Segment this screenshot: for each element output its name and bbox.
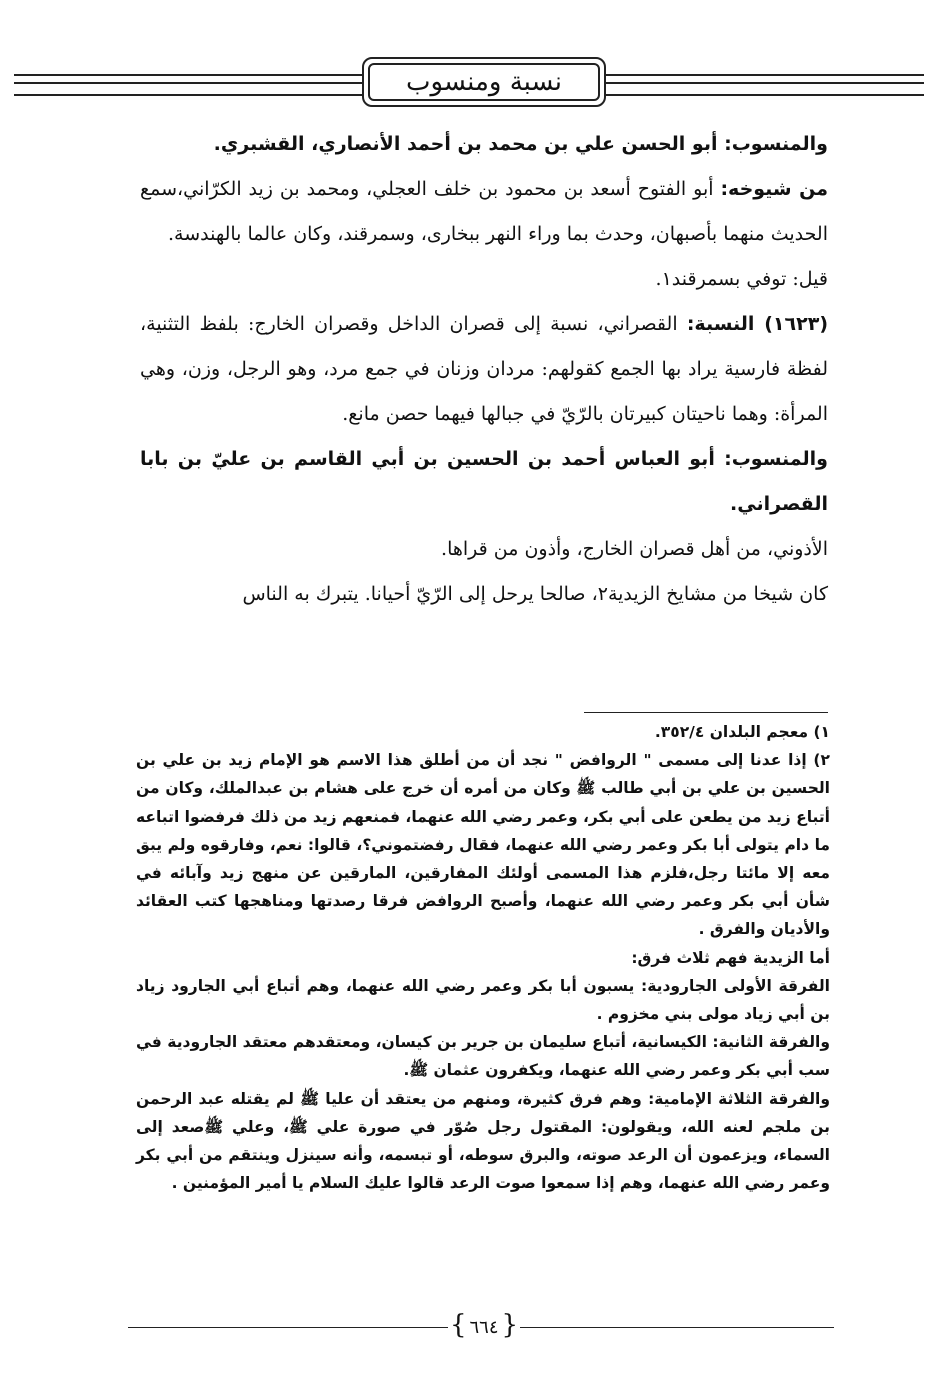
paragraph-text: أبو الفتوح أسعد بن محمود بن خلف العجلي، ومحمد بن زيد الكرّاني،سمع الحديث منهما بأصبهان، وحدث بما وراء النهر ببخارى، وسمرقند، وكان عالما بالهندسة.: [140, 178, 828, 245]
footnote-separator: [584, 712, 828, 713]
paragraph-nisba-1623: [140, 302, 828, 437]
page-number-rule-left: [128, 1327, 448, 1328]
paragraph-adhuni: [140, 527, 828, 572]
page-title: نسبة ومنسوب: [368, 63, 600, 101]
page-number: { ٦٦٤ }: [448, 1312, 520, 1342]
title-frame: [362, 57, 606, 107]
footnote-2-firqa-2: والفرقة الثانية: الكيسانية، أتباع سليمان بن جرير بن كيسان، ومعتقدهم معتقد الجارودية في سب أبي بكر وعمر رضي الله عنهما، ويكفرون عثمان ﷺ.: [136, 1033, 830, 1080]
page-number-rule-right: [520, 1327, 834, 1328]
paragraph-text: قيل: توفي بسمرقند١.: [655, 268, 828, 290]
paragraph-shaykh: [140, 572, 828, 617]
header-rule-left: [14, 74, 362, 96]
paragraph-text: القصراني، نسبة إلى قصران الداخل وقصران الخارج: بلفظ التثنية، لفظة فارسية يراد بها الجمع كقولهم: مردان وزنان في جمع مرد، وهو الرجل، وزن، وهي المرأة: وهما ناحيتان كبيرتان بالرّيّ في جبالها فيهما حصن مانع.: [140, 313, 828, 425]
footnote-2-firqa-3: والفرقة الثلاثة الإمامية: وهم فرق كثيرة، ومنهم من يعتقد أن عليا ﷺ لم يقتله عبد الرحمن بن ملجم لعنه الله، ويقولون: المقتول رجل صُوّر في صورة علي ﷺ، وعلي ﷺصعد إلى السماء، ويزعمون أن الرعد صوته، والبرق سوطه، أو تبسمه، وأنه سينزل وينتقم من أبي بكر وعمر رضي الله عنهما، وهم إذا سمعوا صوت الرعد قالوا عليك السلام يا أمير المؤمنين .: [136, 1089, 830, 1193]
footnote-2-firqa-1: الفرقة الأولى الجارودية: يسبون أبا بكر وعمر رضي الله عنهما، وهم أتباع أبي الجارود زياد بن أبي زياد مولى بني مخزوم .: [136, 976, 830, 1024]
paragraph-text: كان شيخا من مشايخ الزيدية٢، صالحا يرحل إلى الرّيّ أحيانا. يتبرك به الناس: [242, 583, 828, 605]
footnote-2-zaydiyya: أما الزيدية فهم ثلاث فرق:: [631, 948, 830, 967]
footnotes: [136, 718, 830, 1197]
footnote-2: ٢) إذا عدنا إلى مسمى " الروافض " نجد أن من أطلق هذا الاسم هو الإمام زيد بن علي بن الحسين بن علي بن أبي طالب ﷺ وكان من أمره أن خرج على هشام بن عبدالملك، وكان من أتباع زيد من يطعن على أبي بكر، وعمر رضي الله عنهما، فمنعهم زيد من ذلك فرفضوا اتباعه ما دام يتولى أبا بكر وعمر رضي الله عنهما، فقال رفضتموني؟، قالوا: نعم، وفارقوه ولم يبق معه إلا مائتا رجل،فلزم هذا المسمى أولئك المفارقين، المارقين عن منهج زيد وآبائه في شأن أبي بكر وعمر رضي الله عنهما، وأصبح الروافض فرقا رصدتها ومناهجها كتب العقائد والأديان والفرق .: [136, 751, 830, 939]
paragraph-label: والمنسوب: أبو الحسن علي بن محمد بن أحمد الأنصاري، القشبري.: [213, 133, 828, 155]
main-text: [140, 122, 828, 617]
paragraph-mansub-1: [140, 122, 828, 167]
paragraph-label: (١٦٢٣) النسبة:: [686, 313, 828, 335]
paragraph-text: الأذوني، من أهل قصران الخارج، وأذون من قراها.: [441, 538, 828, 560]
paragraph-label: من شيوخه:: [720, 178, 828, 200]
paragraph-shuyukh: [140, 167, 828, 257]
paragraph-mansub-2: [140, 437, 828, 527]
footnote-1: ١) معجم البلدان ٣٥٢/٤.: [654, 723, 830, 741]
header-rule-right: [606, 74, 924, 96]
paragraph-label: والمنسوب: أبو العباس أحمد بن الحسين بن أبي القاسم بن عليّ بن بابا القصراني.: [140, 448, 828, 515]
paragraph-death: [140, 257, 828, 302]
